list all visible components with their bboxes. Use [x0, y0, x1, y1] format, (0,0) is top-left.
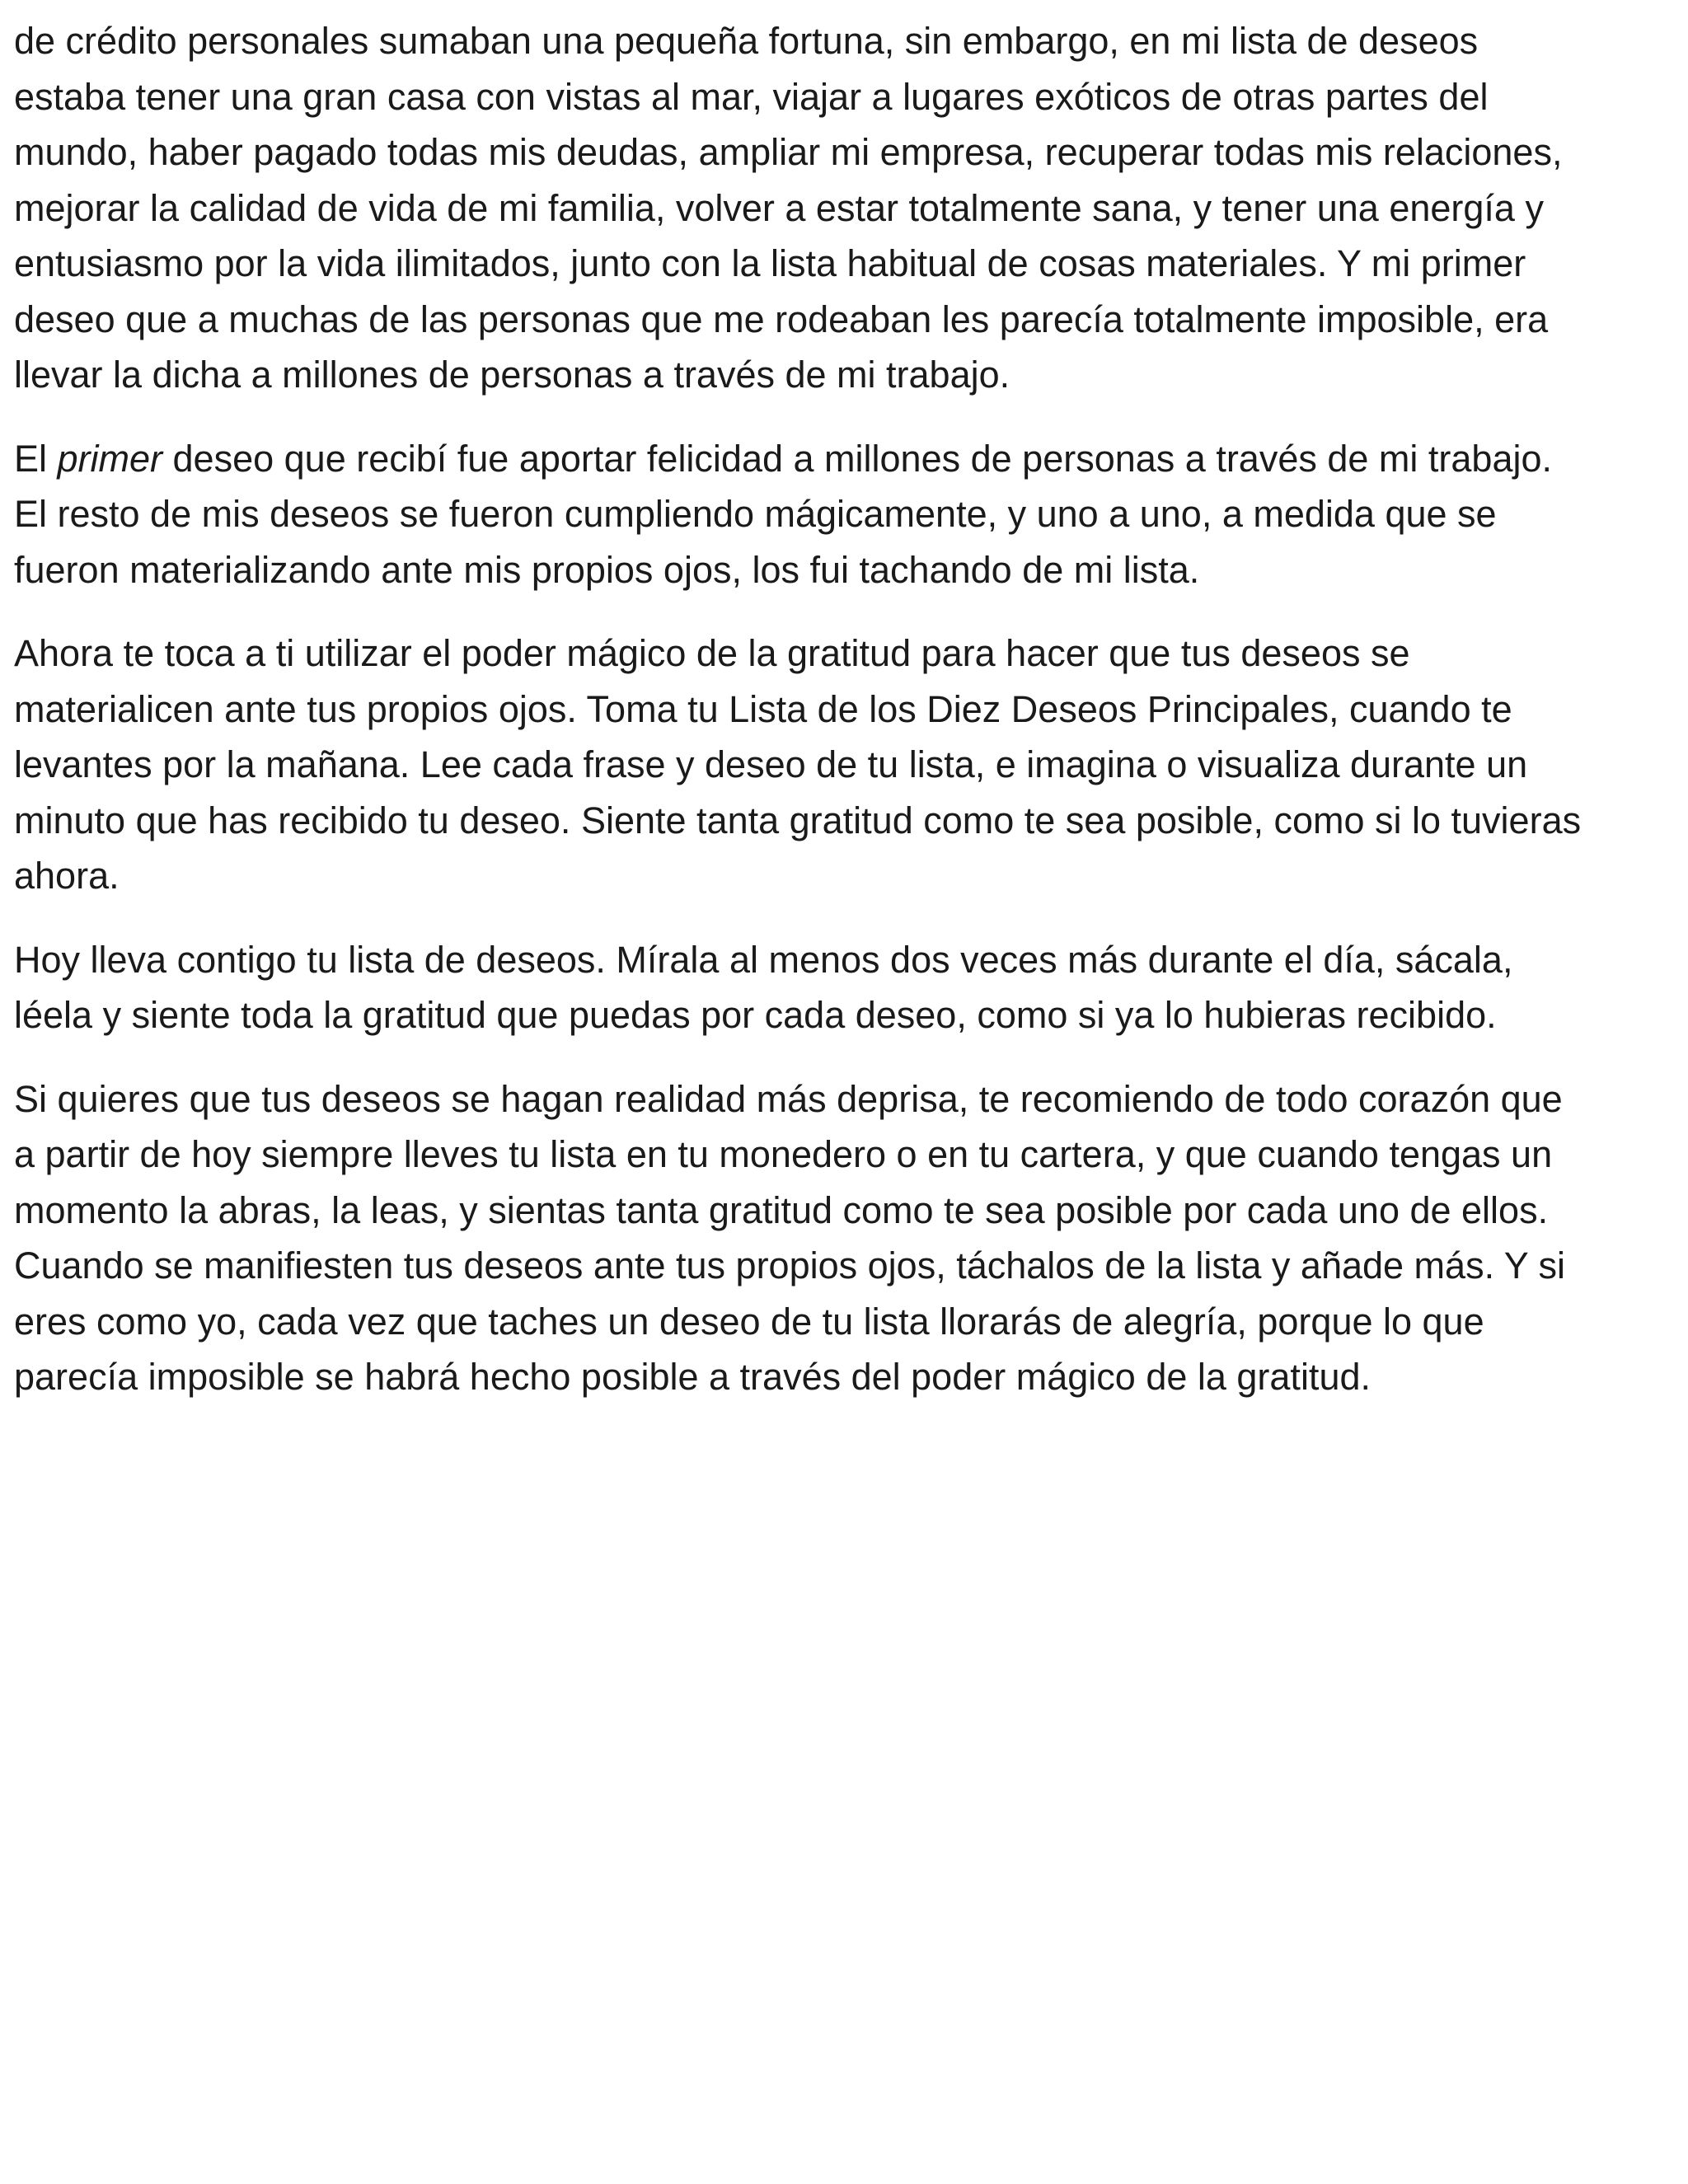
text-line: El resto de mis deseos se fueron cumpliendo mágicamente, y uno a uno, a medida que se: [14, 493, 1497, 535]
text-line: materialicen ante tus propios ojos. Toma tu Lista de los Diez Deseos Principales, cuando te: [14, 687, 1512, 730]
text-line: fueron materializando ante mis propios ojos, los fui tachando de mi lista.: [14, 548, 1200, 591]
text-line: Ahora te toca a ti utilizar el poder mágico de la gratitud para hacer que tus deseos se: [14, 632, 1410, 674]
text-line: parecía imposible se habrá hecho posible a través del poder mágico de la gratitud.: [14, 1356, 1371, 1398]
text-line: mejorar la calidad de vida de mi familia, volver a estar totalmente sana, y tener una energía y: [14, 186, 1544, 229]
text-line: de crédito personales sumaban una pequeña fortuna, sin embargo, en mi lista de deseos: [14, 20, 1479, 62]
paragraph-1: [14, 13, 1674, 403]
text-line: Hoy lleva contigo tu lista de deseos. Mírala al menos dos veces más durante el día, sácala,: [14, 938, 1513, 981]
text-line: llevar la dicha a millones de personas a través de mi trabajo.: [14, 354, 1010, 396]
text-line: a partir de hoy siempre lleves tu lista en tu monedero o en tu cartera, y que cuando tengas un: [14, 1133, 1553, 1175]
paragraph-5: [14, 1071, 1674, 1405]
text-line: ahora.: [14, 855, 120, 897]
text-line: Cuando se manifiesten tus deseos ante tus propios ojos, táchalos de la lista y añade más. Y si: [14, 1244, 1565, 1286]
text-line: estaba tener una gran casa con vistas al mar, viajar a lugares exóticos de otras partes del: [14, 75, 1489, 118]
text-line: deseo que a muchas de las personas que me rodeaban les parecía totalmente imposible, era: [14, 298, 1549, 340]
text-run: El: [14, 437, 58, 480]
text-line: léela y siente toda la gratitud que puedas por cada deseo, como si ya lo hubieras recibido.: [14, 994, 1497, 1036]
paragraph-3: [14, 626, 1674, 904]
paragraph-4: [14, 932, 1674, 1043]
text-line: minuto que has recibido tu deseo. Siente tanta gratitud como te sea posible, como si lo tuvieras: [14, 799, 1582, 841]
text-line: Si quieres que tus deseos se hagan realidad más deprisa, te recomiendo de todo corazón que: [14, 1077, 1563, 1120]
emphasis-text: primer: [57, 437, 163, 480]
text-line: mundo, haber pagado todas mis deudas, ampliar mi empresa, recuperar todas mis relaciones,: [14, 131, 1563, 173]
paragraph-2: [14, 431, 1674, 598]
text-run: deseo que recibí fue aportar felicidad a millones de personas a través de mi trabajo.: [162, 437, 1552, 480]
document-page: [14, 13, 1674, 1433]
text-line: momento la abras, la leas, y sientas tanta gratitud como te sea posible por cada uno de ellos.: [14, 1188, 1549, 1231]
text-line: entusiasmo por la vida ilimitados, junto con la lista habitual de cosas materiales. Y mi primer: [14, 242, 1526, 284]
text-line: levantes por la mañana. Lee cada frase y deseo de tu lista, e imagina o visualiza durante un: [14, 743, 1528, 785]
text-line: [14, 431, 1674, 487]
text-line: eres como yo, cada vez que taches un deseo de tu lista llorarás de alegría, porque lo que: [14, 1300, 1484, 1343]
